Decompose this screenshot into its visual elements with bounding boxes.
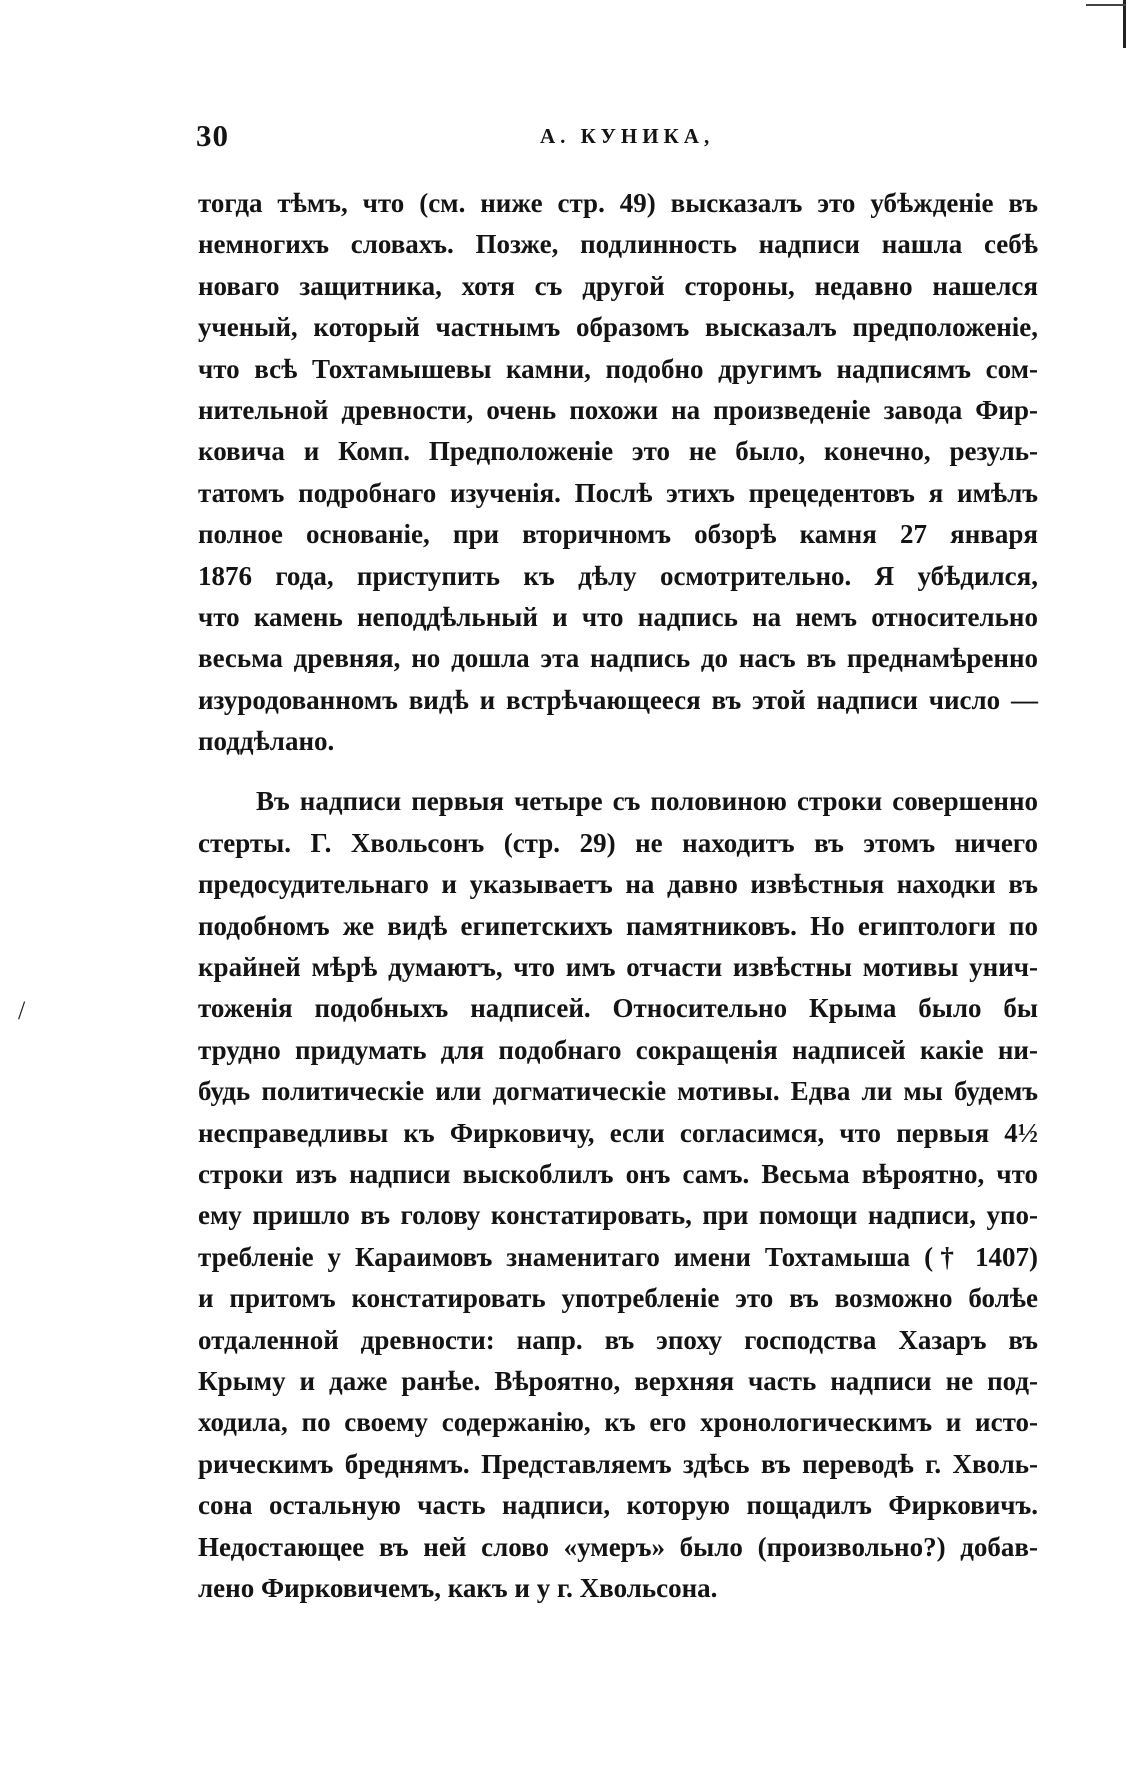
text-line: изуродованномъ видѣ и встрѣчающееся въ этой надписи число — xyxy=(198,684,1038,715)
text-line: весьма древняя, но дошла эта надпись до насъ въ преднамѣренно xyxy=(198,643,1038,674)
page-number: 30 xyxy=(196,118,229,153)
text-line: сона остальную часть надписи, которую пощадилъ Фирковичъ. xyxy=(198,1490,1038,1521)
text-line: крайней мѣрѣ думаютъ, что имъ отчасти извѣстны мотивы унич- xyxy=(198,952,1038,983)
text-line: стерты. Г. Хвольсонъ (стр. 29) не находитъ въ этомъ ничего xyxy=(198,827,1038,858)
text-line: несправедливы къ Фирковичу, если согласимся, что первыя 4½ xyxy=(198,1117,1038,1148)
text-line: полное основаніе, при вторичномъ обзорѣ камня 27 января xyxy=(198,519,1038,550)
text-line: 1876 года, приступить къ дѣлу осмотрительно. Я убѣдился, xyxy=(198,560,1038,591)
text-line: ходила, по своему содержанію, къ его хронологическимъ и исто- xyxy=(198,1407,1038,1438)
text-line: ковича и Комп. Предположеніе это не было, конечно, резуль- xyxy=(198,436,1038,467)
text-line: тогда тѣмъ, что (см. ниже стр. 49) высказалъ это убѣжденіе въ xyxy=(198,188,1038,218)
text-line: ученый, который частнымъ образомъ высказалъ предположеніе, xyxy=(198,312,1038,343)
text-line: лено Фирковичемъ, какъ и у г. Хвольсона. xyxy=(198,1572,718,1603)
text-line: будь политическіе или догматическіе мотивы. Едва ли мы будемъ xyxy=(198,1076,1038,1107)
text-line: татомъ подробнаго изученія. Послѣ этихъ прецедентовъ я имѣлъ xyxy=(198,477,1038,508)
margin-pencil-mark: / xyxy=(18,996,26,1025)
paragraph-2 xyxy=(198,781,1038,1609)
text-line: ему пришло въ голову констатировать, при помощи надписи, упо- xyxy=(198,1200,1038,1231)
paragraph-1 xyxy=(198,183,1038,762)
page-header xyxy=(196,118,1038,158)
paragraph-gap xyxy=(198,762,1038,781)
running-title: А. КУНИКА, xyxy=(540,124,715,148)
text-line: и притомъ констатировать употребленіе это въ возможно болѣе xyxy=(198,1283,1038,1314)
text-line: рическимъ бреднямъ. Представляемъ здѣсь въ переводѣ г. Хволь- xyxy=(198,1448,1038,1479)
page-edge-mark xyxy=(1123,0,1126,48)
text-line: Въ надписи первыя четыре съ половиною строки совершенно xyxy=(256,786,1038,817)
text-line: отдаленной древности: напр. въ эпоху господства Хазаръ въ xyxy=(198,1324,1038,1355)
text-line: Недостающее въ ней слово «умеръ» было (произвольно?) добав- xyxy=(198,1531,1038,1562)
text-line: поддѣлано. xyxy=(198,726,335,757)
text-line: что всѣ Тохтамышевы камни, подобно другимъ надписямъ сом- xyxy=(198,353,1038,384)
text-line: тоженія подобныхъ надписей. Относительно Крыма было бы xyxy=(198,993,1038,1024)
text-line: что камень неподдѣльный и что надпись на немъ относительно xyxy=(198,601,1038,632)
text-line: нительной древности, очень похожи на произведеніе завода Фир- xyxy=(198,394,1038,425)
text-line: требленіе у Караимовъ знаменитаго имени Тохтамыша († 1407) xyxy=(198,1241,1038,1272)
text-line: предосудительнаго и указываетъ на давно извѣстныя находки въ xyxy=(198,869,1038,900)
text-line: подобномъ же видѣ египетскихъ памятниковъ. Но египтологи по xyxy=(198,910,1038,941)
text-line: трудно придумать для подобнаго сокращенія надписей какіе ни- xyxy=(198,1034,1038,1065)
text-line: немногихъ словахъ. Позже, подлинность надписи нашла себѣ xyxy=(198,229,1038,260)
text-line: строки изъ надписи выскоблилъ онъ самъ. Весьма вѣроятно, что xyxy=(198,1158,1038,1189)
text-line: Крыму и даже ранѣе. Вѣроятно, верхняя часть надписи не под- xyxy=(198,1365,1038,1396)
text-line: новаго защитника, хотя съ другой стороны, недавно нашелся xyxy=(198,270,1038,301)
body-text xyxy=(198,183,1038,1609)
page-edge-top-mark xyxy=(1086,4,1126,6)
